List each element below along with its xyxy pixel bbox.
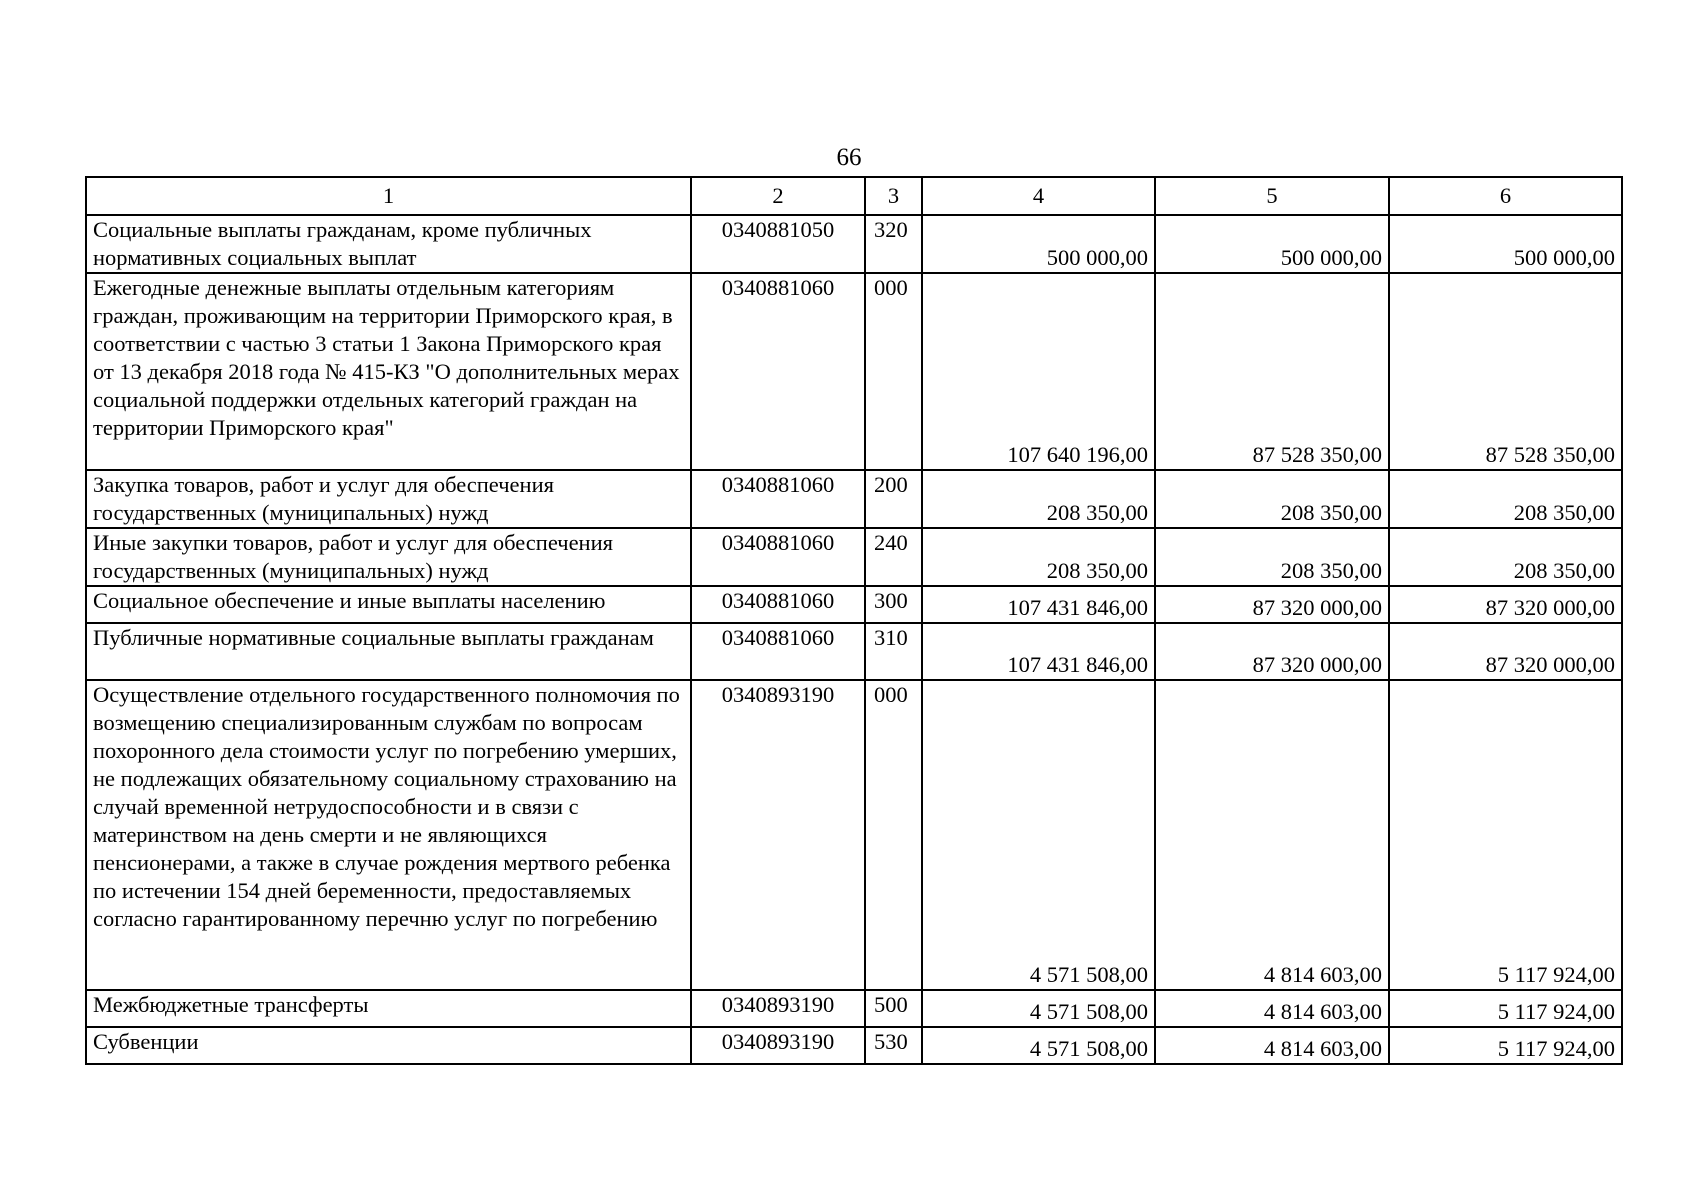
- table-row: [86, 990, 1622, 1027]
- row-value-6: 5 117 924,00: [1389, 1027, 1622, 1064]
- row-code: 0340893190: [691, 1027, 865, 1064]
- row-value-6: 5 117 924,00: [1389, 680, 1622, 990]
- row-code: 0340893190: [691, 680, 865, 990]
- table-row: [86, 623, 1622, 680]
- row-kvr: 300: [865, 586, 922, 623]
- row-code: 0340881050: [691, 215, 865, 273]
- row-value-5: 87 528 350,00: [1155, 273, 1389, 470]
- row-value-6: 5 117 924,00: [1389, 990, 1622, 1027]
- table-row: [86, 1027, 1622, 1064]
- row-value-5: 208 350,00: [1155, 528, 1389, 586]
- row-kvr: 500: [865, 990, 922, 1027]
- row-code: 0340881060: [691, 470, 865, 528]
- row-code: 0340893190: [691, 990, 865, 1027]
- table-row: [86, 586, 1622, 623]
- row-value-6: 208 350,00: [1389, 470, 1622, 528]
- col-header-3: 3: [865, 177, 922, 215]
- row-code: 0340881060: [691, 273, 865, 470]
- row-kvr: 200: [865, 470, 922, 528]
- row-name: Ежегодные денежные выплаты отдельным категориям граждан, проживающим на территории Приморского края, в соответствии с частью 3 статьи 1 Закона Приморского края от 13 декабря 2018 года № 415-КЗ "О дополнительных мерах социальной поддержки отдельных категорий граждан на территории Приморского края": [86, 273, 691, 470]
- row-value-4: 208 350,00: [922, 528, 1155, 586]
- row-name: Социальные выплаты гражданам, кроме публичных нормативных социальных выплат: [86, 215, 691, 273]
- row-value-6: 500 000,00: [1389, 215, 1622, 273]
- row-value-5: 87 320 000,00: [1155, 586, 1389, 623]
- row-name: Осуществление отдельного государственного полномочия по возмещению специализированным службам по вопросам похоронного дела стоимости услуг по погребению умерших, не подлежащих обязательному социальному страхованию на случай временной нетрудоспособности и в связи с материнством на день смерти и не являющихся пенсионерами, а также в случае рождения мертвого ребенка по истечении 154 дней беременности, предоставляемых согласно гарантированному перечню услуг по погребению: [86, 680, 691, 990]
- col-header-5: 5: [1155, 177, 1389, 215]
- row-name: Иные закупки товаров, работ и услуг для обеспечения государственных (муниципальных) нужд: [86, 528, 691, 586]
- budget-table: [85, 176, 1623, 1065]
- row-value-5: 87 320 000,00: [1155, 623, 1389, 680]
- row-name: Закупка товаров, работ и услуг для обеспечения государственных (муниципальных) нужд: [86, 470, 691, 528]
- row-value-4: 500 000,00: [922, 215, 1155, 273]
- row-value-4: 107 431 846,00: [922, 623, 1155, 680]
- header-row: [86, 177, 1622, 215]
- col-header-1: 1: [86, 177, 691, 215]
- row-value-4: 107 640 196,00: [922, 273, 1155, 470]
- row-kvr: 530: [865, 1027, 922, 1064]
- page-number: 66: [836, 144, 862, 171]
- row-value-4: 4 571 508,00: [922, 990, 1155, 1027]
- row-name: Межбюджетные трансферты: [86, 990, 691, 1027]
- row-value-4: 4 571 508,00: [922, 1027, 1155, 1064]
- row-value-6: 87 320 000,00: [1389, 623, 1622, 680]
- row-name: Публичные нормативные социальные выплаты гражданам: [86, 623, 691, 680]
- table-row: [86, 215, 1622, 273]
- row-value-5: 4 814 603,00: [1155, 1027, 1389, 1064]
- row-value-5: 500 000,00: [1155, 215, 1389, 273]
- row-name: Социальное обеспечение и иные выплаты населению: [86, 586, 691, 623]
- col-header-6: 6: [1389, 177, 1622, 215]
- table-row: [86, 470, 1622, 528]
- row-code: 0340881060: [691, 528, 865, 586]
- row-kvr: 310: [865, 623, 922, 680]
- col-header-2: 2: [691, 177, 865, 215]
- row-value-5: 4 814 603,00: [1155, 990, 1389, 1027]
- row-kvr: 240: [865, 528, 922, 586]
- row-code: 0340881060: [691, 623, 865, 680]
- row-kvr: 000: [865, 273, 922, 470]
- row-value-6: 87 528 350,00: [1389, 273, 1622, 470]
- row-value-5: 208 350,00: [1155, 470, 1389, 528]
- row-value-6: 208 350,00: [1389, 528, 1622, 586]
- table-row: [86, 273, 1622, 470]
- row-value-5: 4 814 603,00: [1155, 680, 1389, 990]
- row-kvr: 320: [865, 215, 922, 273]
- table-row: [86, 528, 1622, 586]
- row-code: 0340881060: [691, 586, 865, 623]
- row-name: Субвенции: [86, 1027, 691, 1064]
- col-header-4: 4: [922, 177, 1155, 215]
- row-kvr: 000: [865, 680, 922, 990]
- table-row: [86, 680, 1622, 990]
- row-value-4: 107 431 846,00: [922, 586, 1155, 623]
- row-value-4: 208 350,00: [922, 470, 1155, 528]
- row-value-4: 4 571 508,00: [922, 680, 1155, 990]
- row-value-6: 87 320 000,00: [1389, 586, 1622, 623]
